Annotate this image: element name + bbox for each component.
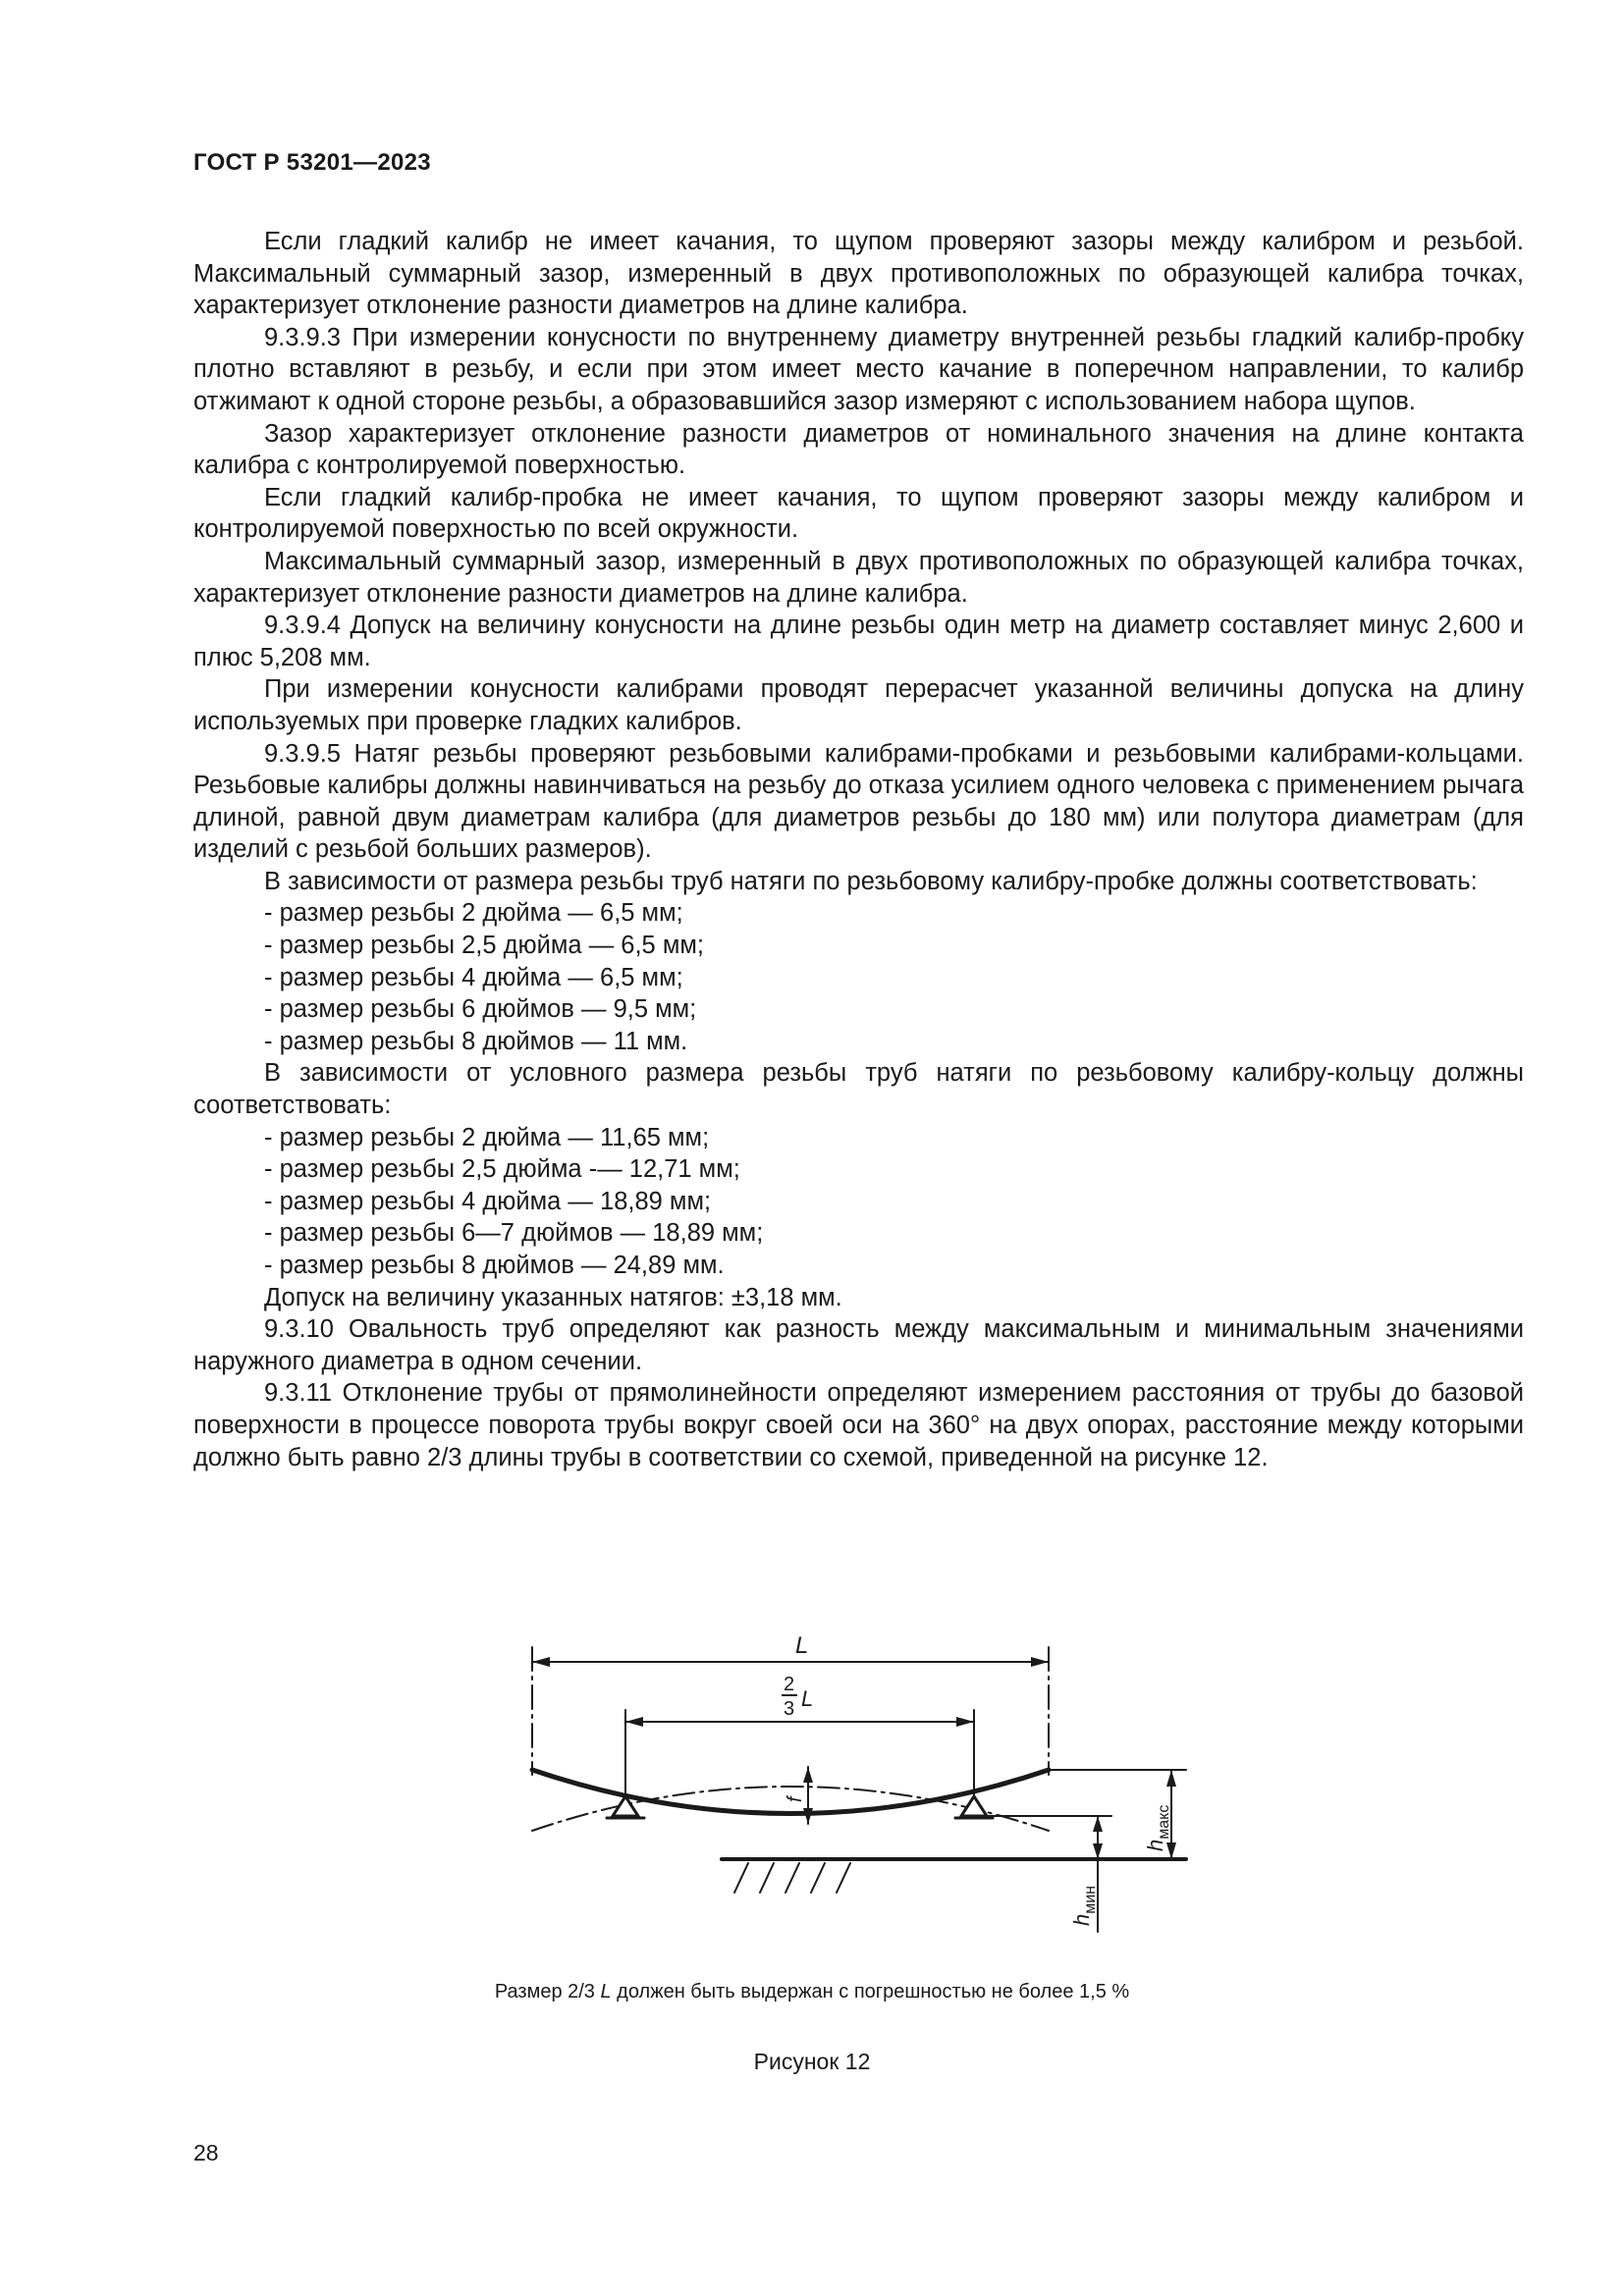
label-two-thirds-L: L (801, 1686, 814, 1711)
list-ring-gauge (193, 1122, 1524, 1282)
document-header: ГОСТ Р 53201—2023 (193, 149, 431, 176)
list-plug-gauge (193, 897, 1524, 1057)
list-item: - размер резьбы 6—7 дюймов — 18,89 мм; (264, 1219, 764, 1248)
label-h-max: $h_{макс}$ (1143, 1804, 1172, 1851)
page-number: 28 (193, 2140, 219, 2165)
list-item: - размер резьбы 2 дюйма — 6,5 мм; (264, 899, 683, 928)
list-item: - размер резьбы 8 дюймов — 24,89 мм. (264, 1252, 725, 1279)
figure-note: Размер 2/3 L должен быть выдержан с погрешностью не более 1,5 % (494, 1981, 1130, 2002)
arrow-f-bottom (803, 1808, 813, 1824)
arrow-L-left (532, 1657, 550, 1667)
arrow-L-right (1031, 1657, 1049, 1667)
list-item: - размер резьбы 8 дюймов — 11 мм. (264, 1027, 688, 1055)
paragraph: Максимальный суммарный зазор, измеренный в двух противоположных по образующей калибра точках, характеризует отклонение разности диаметров на длине калибра. (193, 547, 1524, 608)
paragraph: Зазор характеризует отклонение разности диаметров от номинального значения на длине контакта калибра с контролируемой поверхностью. (193, 419, 1524, 480)
paragraph: В зависимости от условного размера резьбы труб натяги по резьбовому калибру-кольцу должны соответствовать: (193, 1059, 1524, 1120)
figure-caption: Рисунок 12 (753, 2049, 871, 2074)
list-item: - размер резьбы 6 дюймов — 9,5 мм; (264, 995, 697, 1024)
arrow-f-top (803, 1767, 813, 1783)
label-two-thirds-num: 2 (784, 1674, 795, 1695)
paragraph: В зависимости от размера резьбы труб натяги по резьбовому калибру-пробке должны соответствовать: (264, 867, 1478, 895)
list-item: - размер резьбы 2,5 дюйма -— 12,71 мм; (264, 1155, 740, 1184)
arrow-2-3-right (956, 1717, 974, 1727)
body-text (193, 226, 1524, 1473)
paragraph: Если гладкий калибр-пробка не имеет качания, то щупом проверяют зазоры между калибром и контролируемой поверхностью по всей окружности. (193, 483, 1524, 544)
label-two-thirds-den: 3 (784, 1698, 795, 1720)
paragraph: 9.3.9.4 Допуск на величину конусности на длине резьбы один метр на диаметр составляет минус 2,600 и плюс 5,208 мм. (193, 612, 1524, 671)
paragraph: 9.3.11 Отклонение трубы от прямолинейности определяют измерением расстояния от трубы до базовой поверхности в процессе поворота трубы вокруг своей оси на 360° на двух опорах, расстояние между которыми должно быть равно 2/3 длины трубы в соответствии со схемой, приведенной на рисунке 12. (193, 1379, 1524, 1471)
list-item: - размер резьбы 2 дюйма — 11,65 мм; (264, 1123, 710, 1151)
label-L: L (795, 1632, 809, 1659)
arrow-2-3-left (625, 1717, 643, 1727)
straightness-scheme-svg (511, 1620, 1198, 1944)
paragraph: Допуск на величину указанных натягов: ±3,18 мм. (264, 1283, 842, 1311)
label-f: f (785, 1796, 806, 1802)
paragraph: При измерении конусности калибрами проводят перерасчет указанной величины допуска на длину используемых при проверке гладких калибров. (193, 675, 1524, 735)
list-item: - размер резьбы 2,5 дюйма — 6,5 мм; (264, 932, 704, 960)
list-item: - размер резьбы 4 дюйма — 6,5 мм; (264, 963, 683, 991)
paragraph: 9.3.10 Овальность труб определяют как разность между максимальным и минимальным значениями наружного диаметра в одном сечении. (193, 1315, 1524, 1375)
figure-12-diagram (511, 1620, 1198, 1944)
label-h-min: $h_{мин}$ (1069, 1885, 1099, 1926)
list-item: - размер резьбы 4 дюйма — 18,89 мм; (264, 1187, 712, 1215)
paragraph: 9.3.9.3 При измерении конусности по внутреннему диаметру внутренней резьбы гладкий калибр-пробку плотно вставляют в резьбу, и если при этом имеет место качание в поперечном направлении, то калибр отжимают к одной стороне резьбы, а образовавшийся зазор измеряют с использованием набора щупов. (193, 323, 1524, 415)
paragraph: Если гладкий калибр не имеет качания, то щупом проверяют зазоры между калибром и резьбой. Максимальный суммарный зазор, измеренный в двух противоположных по образующей калибра точках, характеризует отклонение разности диаметров на длине калибра. (193, 228, 1524, 320)
paragraph: 9.3.9.5 Натяг резьбы проверяют резьбовыми калибрами-пробками и резьбовыми калибрами-кольцами. Резьбовые калибры должны навинчиваться на резьбу до отказа усилием одного человека с применением рычага длиной, равной двум диаметрам калибра (для диаметров резьбы до 180 мм) или полутора диаметрам (для изделий с резьбой больших размеров). (193, 739, 1524, 864)
